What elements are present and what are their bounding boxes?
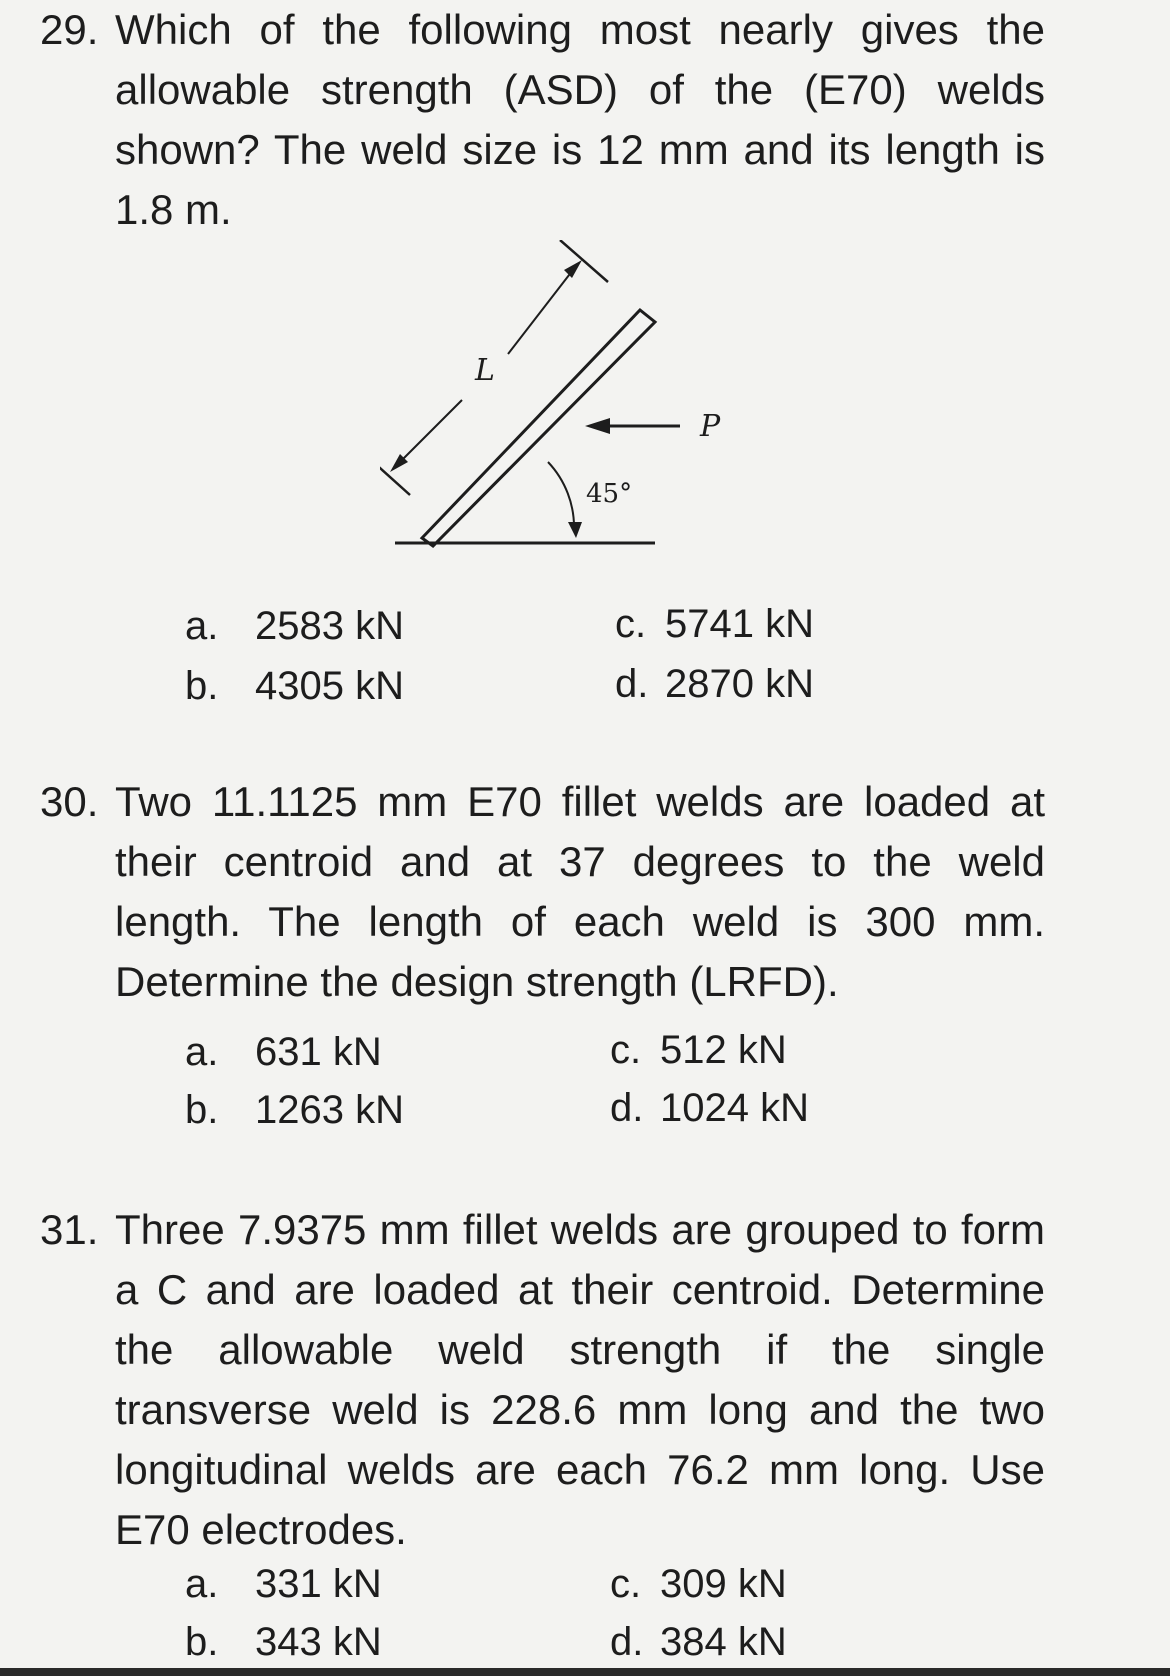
question-30-option-c[interactable]: [610, 1022, 787, 1078]
option-text: 4305 kN: [255, 664, 404, 708]
option-letter: b.: [185, 1620, 219, 1664]
question-29-number: 29.: [40, 6, 99, 53]
question-30-number: 30.: [40, 778, 99, 825]
load-label: P: [700, 409, 721, 444]
option-text: 343 kN: [255, 1620, 382, 1664]
question-30-text: Two 11.1125 mm E70 fillet welds are loaded at their centroid and at 37 degrees to the weld length. The length of each weld is 300 mm. Determine the design strength (LRFD).: [115, 778, 1045, 1005]
option-text: 512 kN: [660, 1028, 787, 1072]
dimension-arrow-top: [564, 260, 582, 278]
load-arrow-head: [585, 418, 610, 434]
question-29-option-d[interactable]: [615, 656, 814, 712]
option-letter: a.: [185, 1562, 219, 1606]
angle-arc: [548, 462, 574, 530]
option-letter: b.: [185, 1088, 219, 1132]
question-31-option-d[interactable]: [610, 1614, 787, 1670]
question-31-text: Three 7.9375 mm fillet welds are grouped to form a C and are loaded at their centroid. Determine the allowable weld strength if the single transverse weld is 228.6 mm long and the two longitudinal welds are each 76.2 mm long. Use E70 electrodes.: [115, 1206, 1045, 1553]
option-text: 2870 kN: [665, 662, 814, 706]
option-letter: c.: [610, 1562, 642, 1606]
inclined-plate: [422, 310, 655, 546]
dimension-extension-top: [560, 240, 608, 282]
question-30-option-b[interactable]: [185, 1082, 404, 1138]
weld-diagram: [380, 240, 800, 560]
option-letter: c.: [610, 1028, 642, 1072]
option-letter: a.: [185, 1030, 219, 1074]
option-letter: b.: [185, 664, 219, 708]
question-31-option-c[interactable]: [610, 1556, 787, 1612]
option-text: 2583 kN: [255, 604, 404, 648]
bottom-edge-rule: [0, 1668, 1170, 1676]
option-text: 1024 kN: [660, 1086, 809, 1130]
question-29-option-b[interactable]: [185, 658, 404, 714]
option-letter: d.: [610, 1086, 644, 1130]
question-31-number: 31.: [40, 1206, 99, 1253]
option-text: 309 kN: [660, 1562, 787, 1606]
option-text: 331 kN: [255, 1562, 382, 1606]
option-letter: d.: [615, 662, 649, 706]
option-text: 384 kN: [660, 1620, 787, 1664]
question-29-text: Which of the following most nearly gives the allowable strength (ASD) of the (E70) welds shown? The weld size is 12 mm and its length is 1.8 m.: [115, 6, 1045, 233]
question-30-option-d[interactable]: [610, 1080, 809, 1136]
angle-arrow: [568, 522, 582, 538]
question-29-option-a[interactable]: [185, 598, 404, 654]
dimension-line-upper: [508, 266, 576, 354]
option-text: 5741 kN: [665, 602, 814, 646]
question-30-option-a[interactable]: [185, 1024, 382, 1080]
option-text: 1263 kN: [255, 1088, 404, 1132]
question-29-option-c[interactable]: [615, 596, 814, 652]
option-letter: c.: [615, 602, 647, 646]
question-31-option-a[interactable]: [185, 1556, 382, 1612]
question-31-option-b[interactable]: [185, 1614, 382, 1670]
angle-label: 45°: [586, 479, 633, 509]
option-letter: a.: [185, 604, 219, 648]
option-text: 631 kN: [255, 1030, 382, 1074]
length-label: L: [475, 353, 495, 388]
dimension-line-lower: [396, 400, 462, 466]
option-letter: d.: [610, 1620, 644, 1664]
